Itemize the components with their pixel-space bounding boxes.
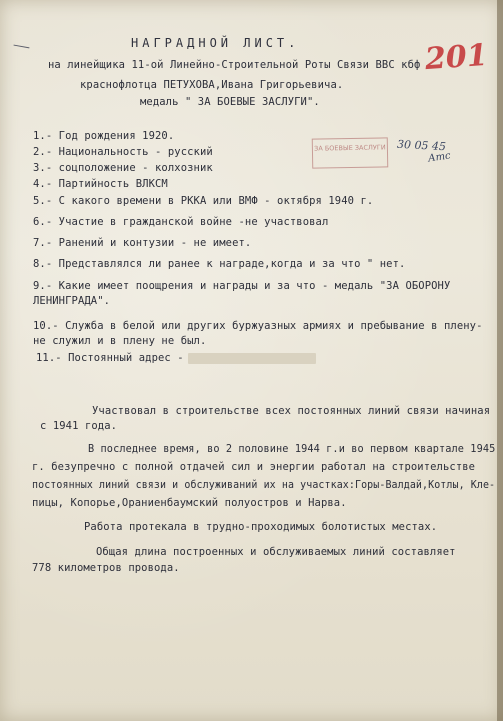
address-redacted-block (188, 353, 316, 364)
item-previous-awards: 8.- Представлялся ли ранее к награде,когда и за что " нет. (33, 258, 406, 270)
subtitle-line-1: на линейщика 11-ой Линейно-Строительной Роты Связи ВВС кбф (48, 59, 421, 71)
item-address (36, 352, 316, 364)
pen-date-annotation: 30 05 45 (396, 137, 447, 154)
narrative-line-5: постоянных линий связи и обслуживаний их на участках:Горы-Валдай,Котлы, Кле- (32, 479, 496, 491)
item-white-army-cont: не служил и в плену не был. (33, 335, 207, 347)
pen-signature-annotation: Атс (427, 150, 452, 165)
narrative-line-1: Участвовал в строительстве всех постоянных линий связи начиная (92, 405, 491, 417)
item-party: 4.- Партийность ВЛКСМ (33, 178, 168, 190)
document-title: НАГРАДНОЙ ЛИСТ. (131, 36, 300, 50)
page-edge (497, 0, 503, 721)
item-decorations: 9.- Какие имеет поощрения и награды и за что - медаль "ЗА ОБОРОНУ (33, 280, 451, 292)
item-decorations-cont: ЛЕНИНГРАДА". (33, 295, 111, 307)
item-civil-war: 6.- Участие в гражданской войне -не участвовал (33, 216, 329, 228)
narrative-line-7: Работа протекала в трудно-проходимых болотистых местах. (84, 521, 438, 533)
narrative-line-2: с 1941 года. (40, 420, 118, 432)
archive-stamp: ЗА БОЕВЫЕ ЗАСЛУГИ (312, 137, 389, 168)
item-nationality: 2.- Национальность - русский (33, 146, 213, 158)
narrative-line-4: г. безупречно с полной отдачей сил и энергии работал на строительстве (32, 461, 476, 473)
item-wounds: 7.- Ранений и контузии - не имеет. (33, 237, 252, 249)
item-social-status: 3.- соцположение - колхозник (33, 162, 213, 174)
narrative-line-6: пицы, Копорье,Ораниенбаумский полуостров и Нарва. (32, 497, 347, 509)
subtitle-line-2: краснофлотца ПЕТУХОВА,Ивана Григорьевича. (80, 79, 344, 91)
item-address-label: 11.- Постоянный адрес - (36, 352, 184, 364)
subtitle-line-3: медаль " ЗА БОЕВЫЕ ЗАСЛУГИ". (140, 96, 320, 108)
archive-number: 201 (423, 37, 489, 78)
narrative-line-8: Общая длина построенных и обслуживаемых линий составляет (96, 546, 456, 558)
item-white-army: 10.- Служба в белой или других буржуазных армиях и пребывание в плену- (33, 320, 483, 332)
pen-tick-mark (14, 39, 31, 49)
narrative-line-9: 778 километров провода. (32, 562, 180, 574)
narrative-line-3: В последнее время, во 2 половине 1944 г.и во первом квартале 1945 (88, 443, 496, 455)
item-service-start: 5.- С какого времени в РККА или ВМФ - октября 1940 г. (33, 195, 374, 207)
item-birth-year: 1.- Год рождения 1920. (33, 130, 175, 142)
